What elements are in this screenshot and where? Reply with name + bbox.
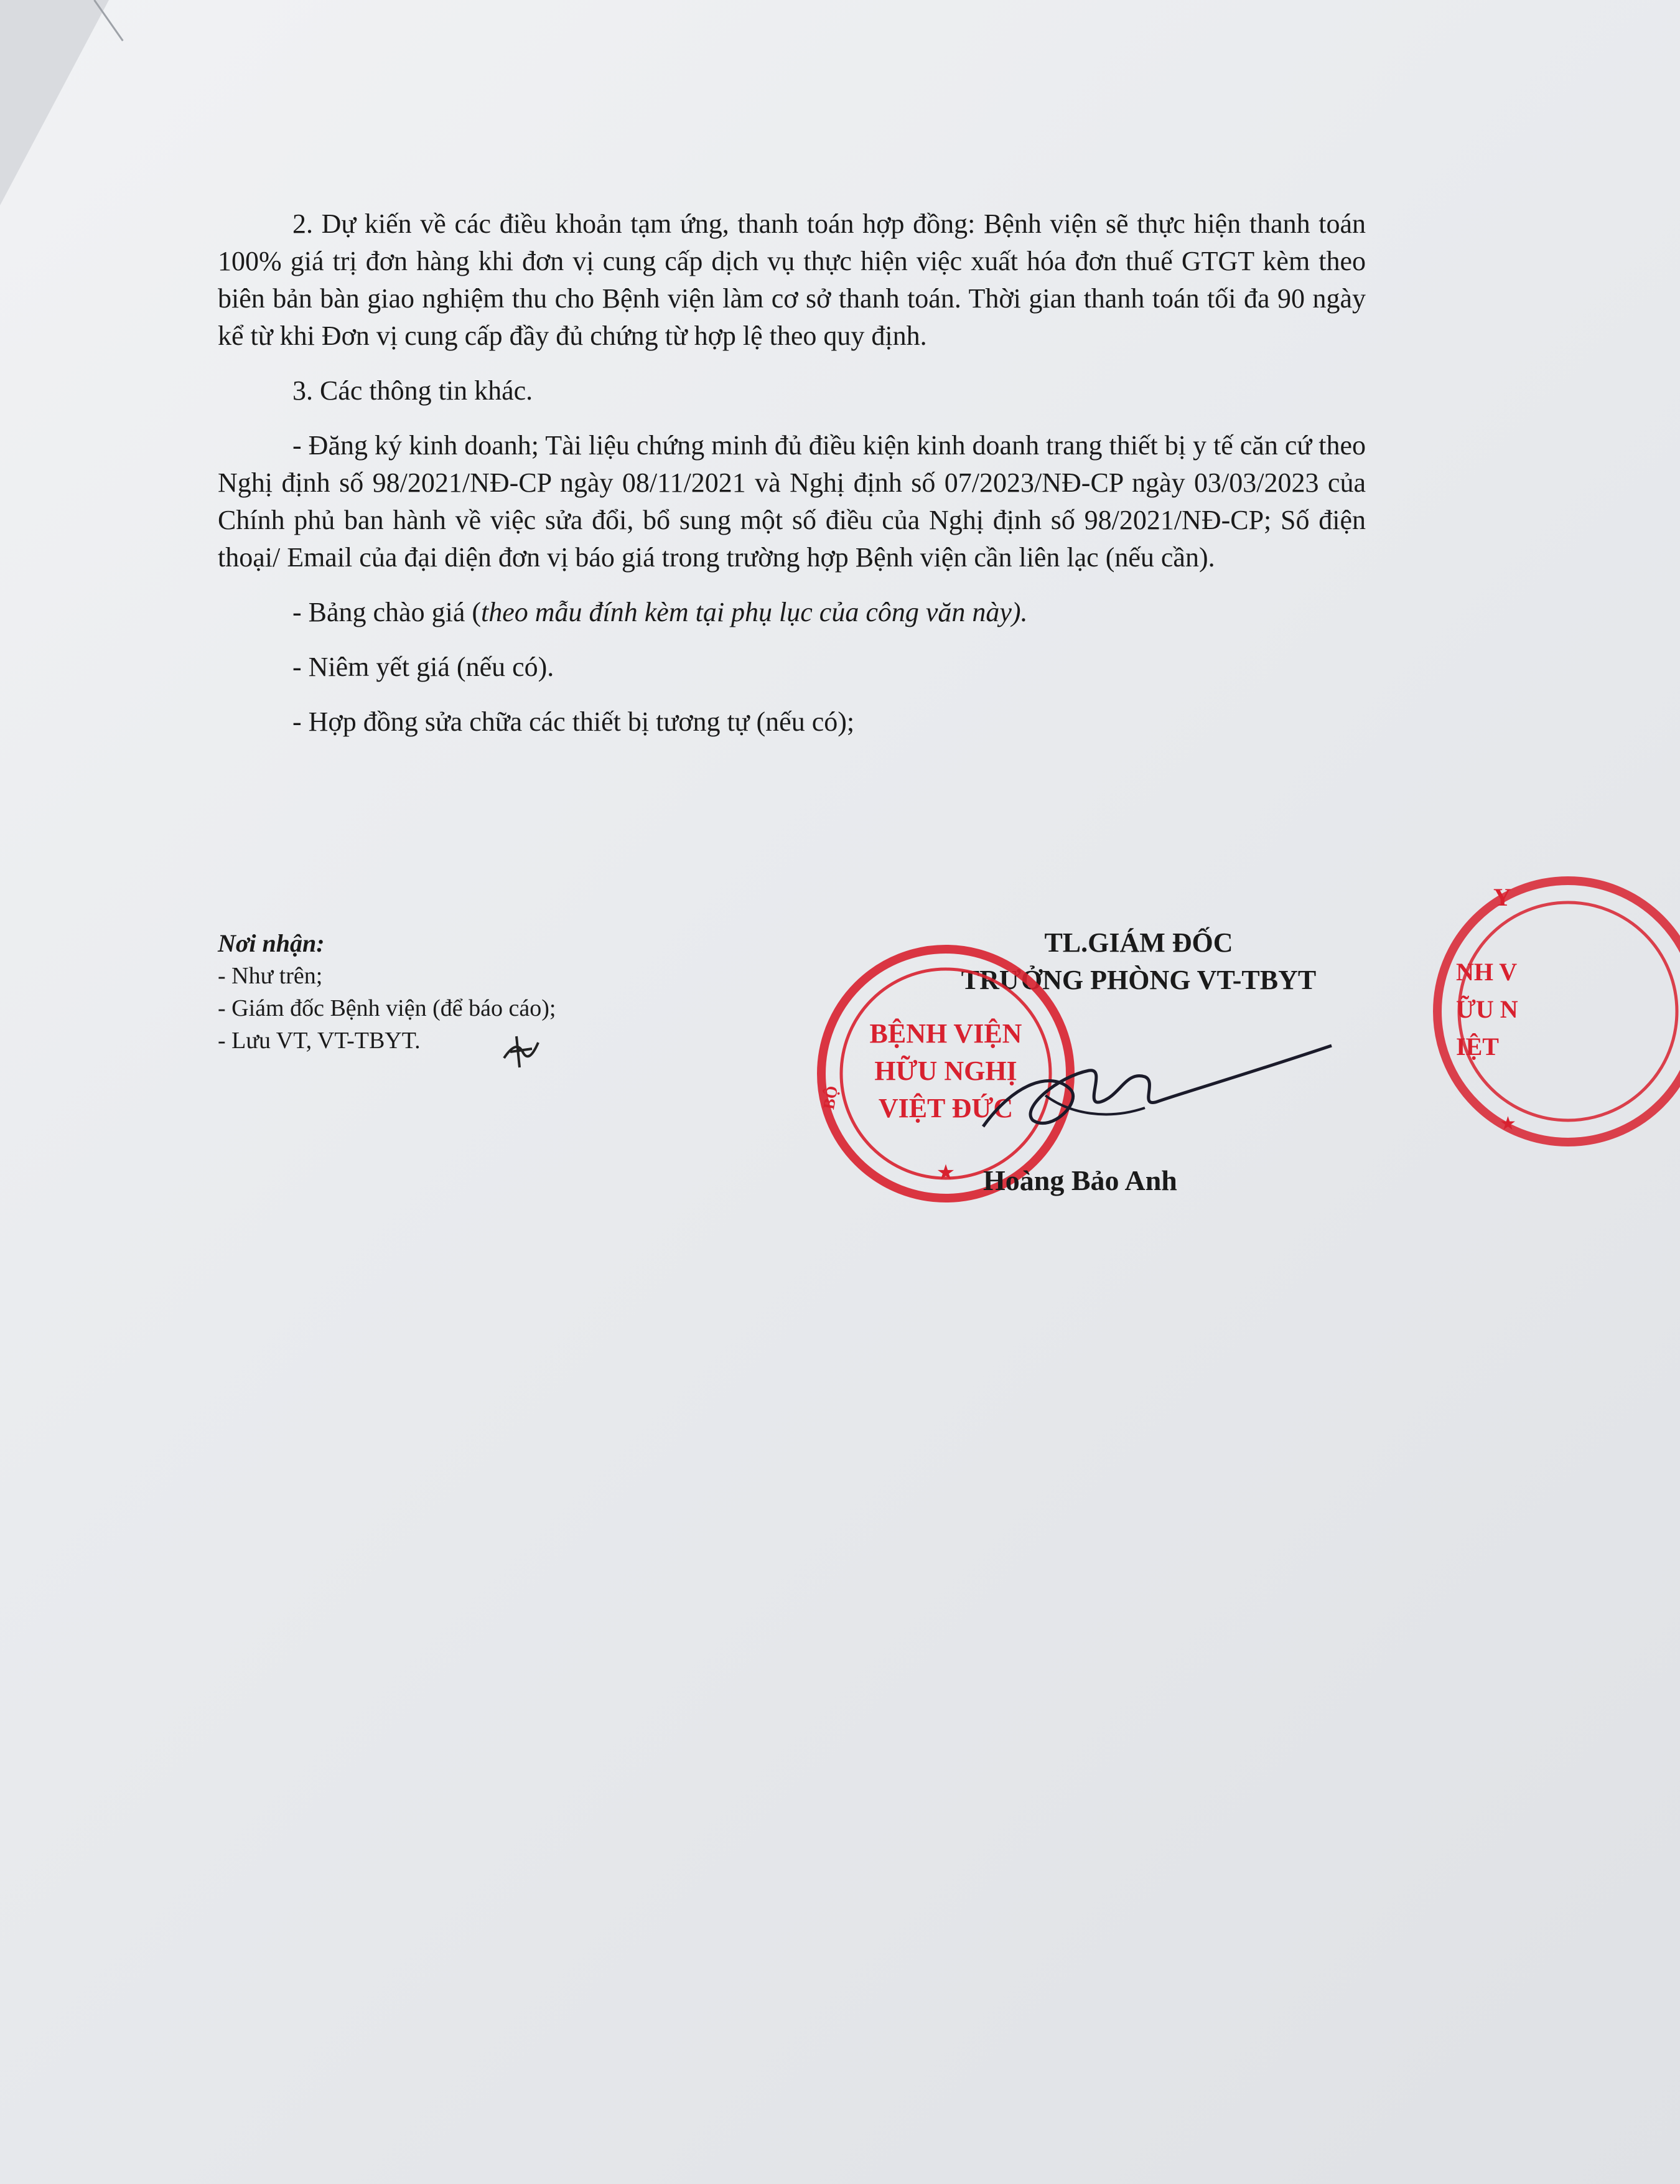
business-registration-paragraph: - Đăng ký kinh doanh; Tài liệu chứng minh đủ điều kiện kinh doanh trang thiết bị y tế căn cứ theo Nghị định số 98/2021/NĐ-CP ngày 08/11/2021 và Nghị định số 07/2023/NĐ-CP ngày 03/03/2023 của Chính phủ ban hành về việc sửa đổi, bổ sung một số điều của Nghị định số 98/2021/NĐ-CP; Số điện thoại/ Email của đại diện đơn vị báo giá trong trường hợp Bệnh viện cần liên lạc (nếu cần). [218, 430, 1366, 573]
handwritten-signature [958, 1033, 1344, 1158]
stamp-star-icon: ★ [936, 1161, 956, 1184]
recipients-heading: Nơi nhận: [218, 929, 325, 957]
quote-form-label: - Bảng chào giá ( [292, 597, 481, 627]
recipient-item: - Như trên; [218, 963, 323, 989]
partial-stamp-top: Y [1493, 883, 1511, 911]
stamp-line1: BỆNH VIỆN [869, 1018, 1022, 1049]
quote-form-item [218, 594, 1366, 631]
initials-mark [498, 1033, 541, 1071]
partial-stamp-line3: IỆT [1456, 1033, 1499, 1061]
document-body [218, 205, 1366, 758]
repair-contract-item: - Hợp đồng sửa chữa các thiết bị tương tự (nếu có); [292, 706, 855, 737]
signature-title-line2: TRƯỞNG PHÒNG VT-TBYT [961, 965, 1317, 995]
recipient-item: - Lưu VT, VT-TBYT. [218, 1028, 421, 1054]
partial-stamp-line2: ỮU N [1456, 995, 1518, 1023]
partial-stamp-right-edge [1431, 865, 1680, 1158]
page-fold-corner [0, 0, 109, 205]
signer-name: Hoàng Bảo Anh [983, 1165, 1177, 1196]
partial-stamp-star-icon: ★ [1500, 1113, 1516, 1134]
quote-form-italic-note: theo mẫu đính kèm tại phụ lục của công văn này). [481, 597, 1028, 627]
payment-terms-paragraph: 2. Dự kiến về các điều khoản tạm ứng, thanh toán hợp đồng: Bệnh viện sẽ thực hiện thanh toán 100% giá trị đơn hàng khi đơn vị cung cấp dịch vụ thực hiện việc xuất hóa đơn thuế GTGT kèm theo biên bản bàn giao nghiệm thu cho Bệnh viện làm cơ sở thanh toán. Thời gian thanh toán tối đa 90 ngày kể từ khi Đơn vị cung cấp đầy đủ chứng từ hợp lệ theo quy định. [218, 209, 1366, 351]
signature-title-line1: TL.GIÁM ĐỐC [1044, 927, 1233, 958]
stamp-line3: VIỆT ĐỨC [878, 1093, 1014, 1123]
stamp-line2: HỮU NGHỊ [874, 1056, 1017, 1086]
stamp-side-text: BỘ [819, 1084, 842, 1111]
recipient-item: - Giám đốc Bệnh viện (để báo cáo); [218, 995, 556, 1021]
partial-stamp-line1: NH V [1456, 958, 1518, 986]
other-info-heading: 3. Các thông tin khác. [292, 375, 533, 406]
listed-price-item: - Niêm yết giá (nếu có). [292, 652, 554, 682]
